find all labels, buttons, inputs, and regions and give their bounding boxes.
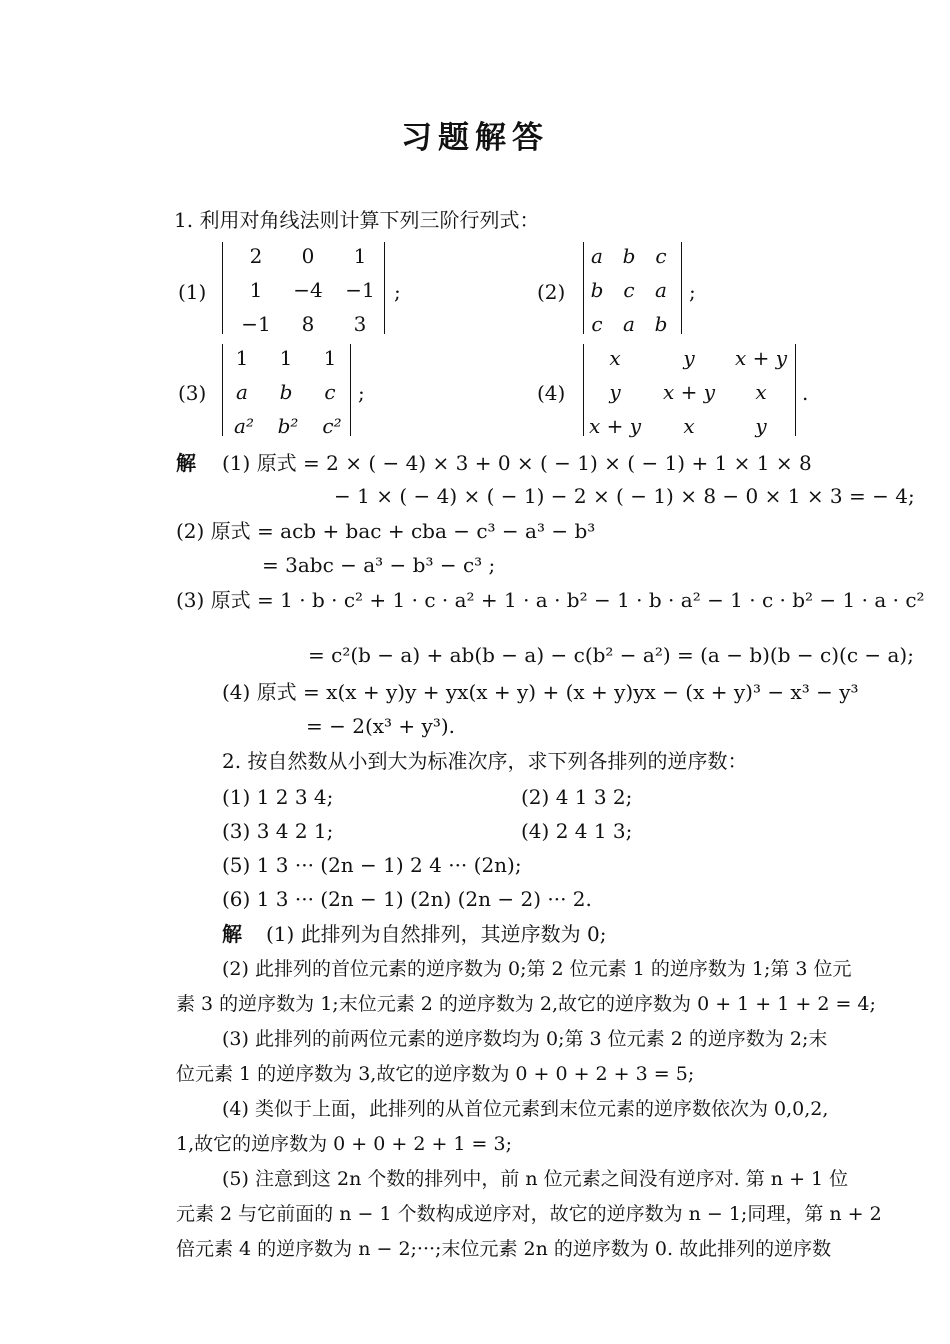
det-2-cell: c xyxy=(591,312,603,336)
det-1-cell: 3 xyxy=(353,312,367,336)
det-3-cell: 1 xyxy=(235,346,249,370)
solution-2-line: 元素 2 与它前面的 n − 1 个数构成逆序对，故它的逆序数为 n − 1;同理，第 n + 2 xyxy=(176,1203,882,1225)
det-2-cell: b xyxy=(654,312,668,336)
det-3-cell: b xyxy=(279,380,293,404)
det-4-label: (4) xyxy=(537,381,566,405)
solution-1-line: = − 2(x³ + y³). xyxy=(306,714,456,738)
solution-1-line: = 3abc − a³ − b³ − c³ ; xyxy=(262,553,496,577)
det-3-cell: b² xyxy=(277,414,299,438)
determinant-2 xyxy=(583,242,683,334)
det-1-left-bar xyxy=(222,242,223,334)
det-2-cell: b xyxy=(622,244,636,268)
solution-1-line: (3) 原式 = 1 · b · c² + 1 · c · a² + 1 · a · b² − 1 · b · a² − 1 · c · b² − 1 · a · c² xyxy=(176,588,925,612)
permutation-item: (2) 4 1 3 2; xyxy=(521,785,633,809)
solution-2-line: 位元素 1 的逆序数为 3,故它的逆序数为 0 + 0 + 2 + 3 = 5; xyxy=(176,1063,695,1085)
solution-1-line: (1) 原式 = 2 × ( − 4) × 3 + 0 × ( − 1) × ( − 1) + 1 × 1 × 8 xyxy=(222,451,812,475)
det-3-tail: ; xyxy=(358,381,365,405)
det-4-tail: . xyxy=(802,381,809,405)
permutation-item: (1) 1 2 3 4; xyxy=(222,785,334,809)
solution-1-line: (2) 原式 = acb + bac + cba − c³ − a³ − b³ xyxy=(176,519,596,543)
solution-2-line: (1) 此排列为自然排列，其逆序数为 0; xyxy=(266,922,607,946)
det-1-cell: 1 xyxy=(353,244,367,268)
det-2-cell: b xyxy=(590,278,604,302)
det-1-cell: 2 xyxy=(249,244,263,268)
det-1-cell: 1 xyxy=(249,278,263,302)
det-4-cell: x xyxy=(683,414,695,438)
det-3-cell: a² xyxy=(234,414,254,438)
det-1-cell: −1 xyxy=(345,278,375,302)
determinant-1 xyxy=(222,242,386,334)
det-1-cell: 0 xyxy=(301,244,315,268)
det-1-label: (1) xyxy=(178,280,207,304)
solution-2-head: 解 xyxy=(222,922,242,946)
page-title: 习题解答 xyxy=(401,120,549,156)
solution-2-line: (2) 此排列的首位元素的逆序数为 0;第 2 位元素 1 的逆序数为 1;第 3 位元 xyxy=(222,958,852,980)
det-4-cell: y xyxy=(609,380,621,404)
det-4-cell: x + y xyxy=(734,346,788,370)
permutation-item: (6) 1 3 ··· (2n − 1) (2n) (2n − 2) ··· 2. xyxy=(222,887,592,911)
det-3-cell: c xyxy=(324,380,336,404)
det-3-cell: 1 xyxy=(323,346,337,370)
solution-1-line: − 1 × ( − 4) × ( − 1) − 2 × ( − 1) × 8 − 0 × 1 × 3 = − 4; xyxy=(334,484,915,508)
solution-1-line: (4) 原式 = x(x + y)y + yx(x + y) + (x + y)yx − (x + y)³ − x³ − y³ xyxy=(222,680,859,704)
permutation-item: (3) 3 4 2 1; xyxy=(222,819,334,843)
solution-2-line: (5) 注意到这 2n 个数的排列中，前 n 位元素之间没有逆序对. 第 n + 1 位 xyxy=(222,1168,849,1190)
solution-2-line: (3) 此排列的前两位元素的逆序数均为 0;第 3 位元素 2 的逆序数为 2;末 xyxy=(222,1028,828,1050)
det-1-cell: −1 xyxy=(241,312,271,336)
det-3-label: (3) xyxy=(178,381,207,405)
det-4-cell: x xyxy=(609,346,621,370)
permutation-item: (4) 2 4 1 3; xyxy=(521,819,633,843)
solution-1-head: 解 xyxy=(176,451,196,475)
det-4-right-bar xyxy=(795,344,796,436)
permutation-item: (5) 1 3 ··· (2n − 1) 2 4 ··· (2n); xyxy=(222,853,522,877)
det-2-cell: a xyxy=(591,244,603,268)
det-2-cell: a xyxy=(623,312,635,336)
det-2-cell: c xyxy=(655,244,667,268)
solution-2-line: 素 3 的逆序数为 1;末位元素 2 的逆序数为 2,故它的逆序数为 0 + 1 + 1 + 2 = 4; xyxy=(176,993,876,1015)
det-4-cell: x + y xyxy=(662,380,716,404)
determinant-4 xyxy=(583,344,797,436)
det-4-left-bar xyxy=(583,344,584,436)
det-4-cell: x + y xyxy=(588,414,642,438)
det-2-label: (2) xyxy=(537,280,566,304)
det-2-cell: c xyxy=(623,278,635,302)
det-3-cell: a xyxy=(236,380,248,404)
det-2-cell: a xyxy=(655,278,667,302)
det-1-tail: ; xyxy=(394,280,401,304)
solution-2-line: 倍元素 4 的逆序数为 n − 2;···;末位元素 2n 的逆序数为 0. 故此排列的逆序数 xyxy=(176,1238,832,1260)
determinant-3 xyxy=(222,344,352,436)
question-1-prompt: 1. 利用对角线法则计算下列三阶行列式： xyxy=(174,208,540,232)
question-2-prompt: 2. 按自然数从小到大为标准次序，求下列各排列的逆序数： xyxy=(222,749,748,773)
det-3-cell: 1 xyxy=(279,346,293,370)
det-3-cell: c² xyxy=(322,414,342,438)
det-4-cell: y xyxy=(755,414,767,438)
det-4-cell: x xyxy=(755,380,767,404)
det-2-tail: ; xyxy=(689,280,696,304)
solution-1-line: = c²(b − a) + ab(b − a) − c(b² − a²) = (a − b)(b − c)(c − a); xyxy=(308,643,914,667)
solution-2-line: (4) 类似于上面，此排列的从首位元素到末位元素的逆序数依次为 0,0,2, xyxy=(222,1098,829,1120)
det-1-cell: 8 xyxy=(301,312,315,336)
det-1-cell: −4 xyxy=(293,278,323,302)
det-4-cell: y xyxy=(683,346,695,370)
solution-2-line: 1,故它的逆序数为 0 + 0 + 2 + 1 = 3; xyxy=(176,1133,513,1155)
